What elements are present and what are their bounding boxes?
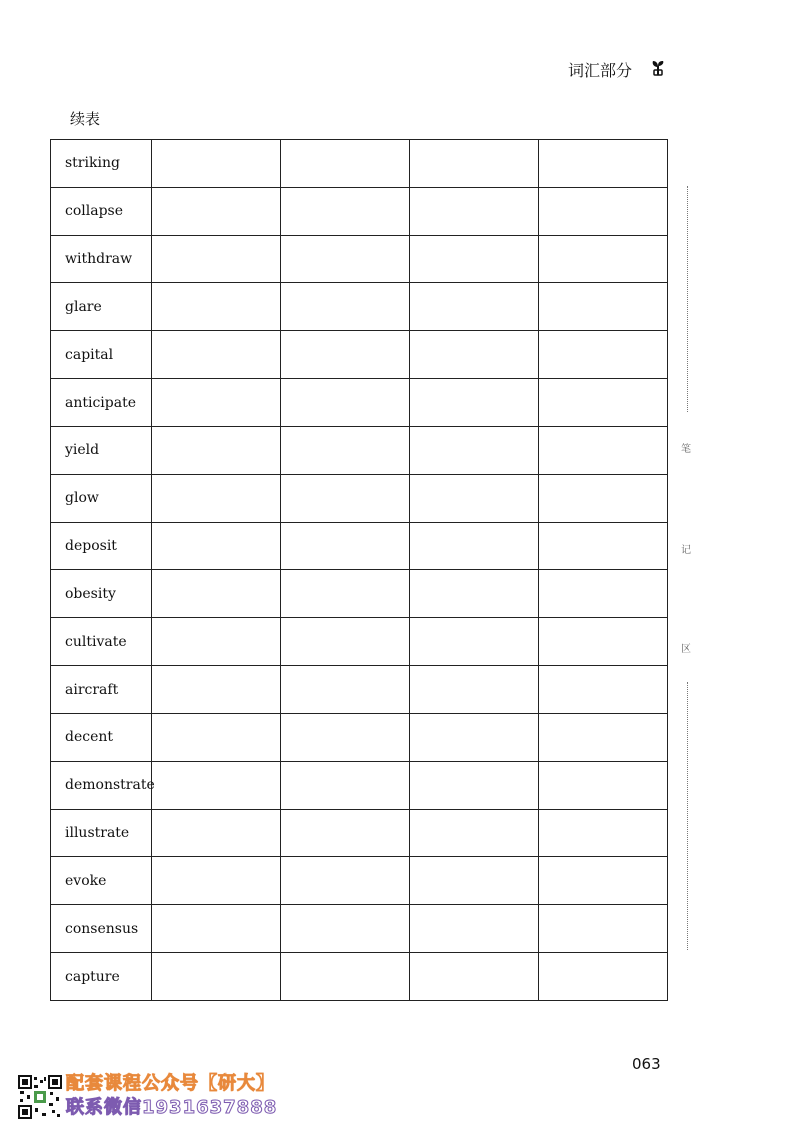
blank-cell xyxy=(281,713,410,761)
table-row xyxy=(51,666,668,714)
blank-cell xyxy=(152,618,281,666)
blank-cell xyxy=(152,809,281,857)
blank-cell xyxy=(539,426,668,474)
blank-cell xyxy=(152,905,281,953)
blank-cell xyxy=(410,809,539,857)
blank-cell xyxy=(539,713,668,761)
qr-code-icon xyxy=(18,1075,62,1119)
blank-cell xyxy=(539,905,668,953)
blank-cell xyxy=(281,426,410,474)
table-row xyxy=(51,140,668,188)
blank-cell xyxy=(281,235,410,283)
table-row xyxy=(51,522,668,570)
table-row xyxy=(51,235,668,283)
blank-cell xyxy=(281,379,410,427)
word-cell: deposit xyxy=(51,522,152,570)
blank-cell xyxy=(152,187,281,235)
blank-cell xyxy=(539,474,668,522)
word-cell: cultivate xyxy=(51,618,152,666)
table-row xyxy=(51,809,668,857)
blank-cell xyxy=(281,187,410,235)
table-row xyxy=(51,761,668,809)
blank-cell xyxy=(152,713,281,761)
blank-cell xyxy=(539,857,668,905)
blank-cell xyxy=(152,857,281,905)
blank-cell xyxy=(281,905,410,953)
notes-char-3: 区 xyxy=(681,644,691,655)
blank-cell xyxy=(281,283,410,331)
blank-cell xyxy=(410,522,539,570)
blank-cell xyxy=(410,713,539,761)
blank-cell xyxy=(539,331,668,379)
blank-cell xyxy=(152,235,281,283)
blank-cell xyxy=(152,474,281,522)
blank-cell xyxy=(281,331,410,379)
blank-cell xyxy=(539,379,668,427)
blank-cell xyxy=(539,187,668,235)
word-cell: decent xyxy=(51,713,152,761)
blank-cell xyxy=(539,522,668,570)
blank-cell xyxy=(281,618,410,666)
notes-char-2: 记 xyxy=(681,545,691,556)
notes-divider-bottom xyxy=(687,682,688,950)
notes-char-1: 笔 xyxy=(681,444,691,455)
blank-cell xyxy=(152,331,281,379)
word-cell: glow xyxy=(51,474,152,522)
blank-cell xyxy=(410,666,539,714)
word-cell: obesity xyxy=(51,570,152,618)
blank-cell xyxy=(410,953,539,1001)
blank-cell xyxy=(410,426,539,474)
blank-cell xyxy=(410,857,539,905)
section-title: 词汇部分 xyxy=(568,61,633,80)
word-cell: demonstrate xyxy=(51,761,152,809)
notes-divider-top xyxy=(687,186,688,412)
blank-cell xyxy=(539,953,668,1001)
blank-cell xyxy=(539,618,668,666)
table-row xyxy=(51,713,668,761)
word-cell: yield xyxy=(51,426,152,474)
table-row xyxy=(51,426,668,474)
blank-cell xyxy=(539,140,668,188)
blank-cell xyxy=(152,283,281,331)
continued-label: 续表 xyxy=(70,110,101,128)
blank-cell xyxy=(410,283,539,331)
blank-cell xyxy=(281,953,410,1001)
blank-cell xyxy=(281,666,410,714)
blank-cell xyxy=(410,140,539,188)
table-row xyxy=(51,953,668,1001)
promo-line-contact: 联系微信1931637888 xyxy=(66,1097,278,1118)
blank-cell xyxy=(281,857,410,905)
blank-cell xyxy=(281,809,410,857)
page-number: 063 xyxy=(632,1055,661,1073)
blank-cell xyxy=(410,905,539,953)
blank-cell xyxy=(152,426,281,474)
word-cell: illustrate xyxy=(51,809,152,857)
blank-cell xyxy=(152,666,281,714)
blank-cell xyxy=(410,474,539,522)
word-cell: capture xyxy=(51,953,152,1001)
table-row xyxy=(51,187,668,235)
table-row xyxy=(51,331,668,379)
blank-cell xyxy=(410,331,539,379)
word-cell: withdraw xyxy=(51,235,152,283)
blank-cell xyxy=(281,140,410,188)
word-cell: evoke xyxy=(51,857,152,905)
blank-cell xyxy=(410,570,539,618)
table-row xyxy=(51,283,668,331)
blank-cell xyxy=(539,809,668,857)
blank-cell xyxy=(281,522,410,570)
word-cell: aircraft xyxy=(51,666,152,714)
word-cell: glare xyxy=(51,283,152,331)
blank-cell xyxy=(281,761,410,809)
table-row xyxy=(51,570,668,618)
blank-cell xyxy=(410,235,539,283)
blank-cell xyxy=(539,235,668,283)
vocabulary-table-body xyxy=(51,140,668,1001)
table-row xyxy=(51,474,668,522)
blank-cell xyxy=(539,283,668,331)
table-row xyxy=(51,857,668,905)
blank-cell xyxy=(281,570,410,618)
promo-line-course: 配套课程公众号【研大】 xyxy=(66,1073,275,1094)
blank-cell xyxy=(539,666,668,714)
table-row xyxy=(51,618,668,666)
word-cell: consensus xyxy=(51,905,152,953)
word-cell: striking xyxy=(51,140,152,188)
blank-cell xyxy=(410,187,539,235)
table-row xyxy=(51,905,668,953)
blank-cell xyxy=(152,570,281,618)
word-cell: anticipate xyxy=(51,379,152,427)
sprout-icon xyxy=(651,60,665,76)
blank-cell xyxy=(410,618,539,666)
word-cell: collapse xyxy=(51,187,152,235)
table-row xyxy=(51,379,668,427)
word-cell: capital xyxy=(51,331,152,379)
blank-cell xyxy=(281,474,410,522)
blank-cell xyxy=(152,761,281,809)
blank-cell xyxy=(152,522,281,570)
blank-cell xyxy=(539,761,668,809)
blank-cell xyxy=(539,570,668,618)
blank-cell xyxy=(152,379,281,427)
blank-cell xyxy=(152,953,281,1001)
vocabulary-table xyxy=(50,139,668,1001)
blank-cell xyxy=(410,379,539,427)
blank-cell xyxy=(410,761,539,809)
blank-cell xyxy=(152,140,281,188)
